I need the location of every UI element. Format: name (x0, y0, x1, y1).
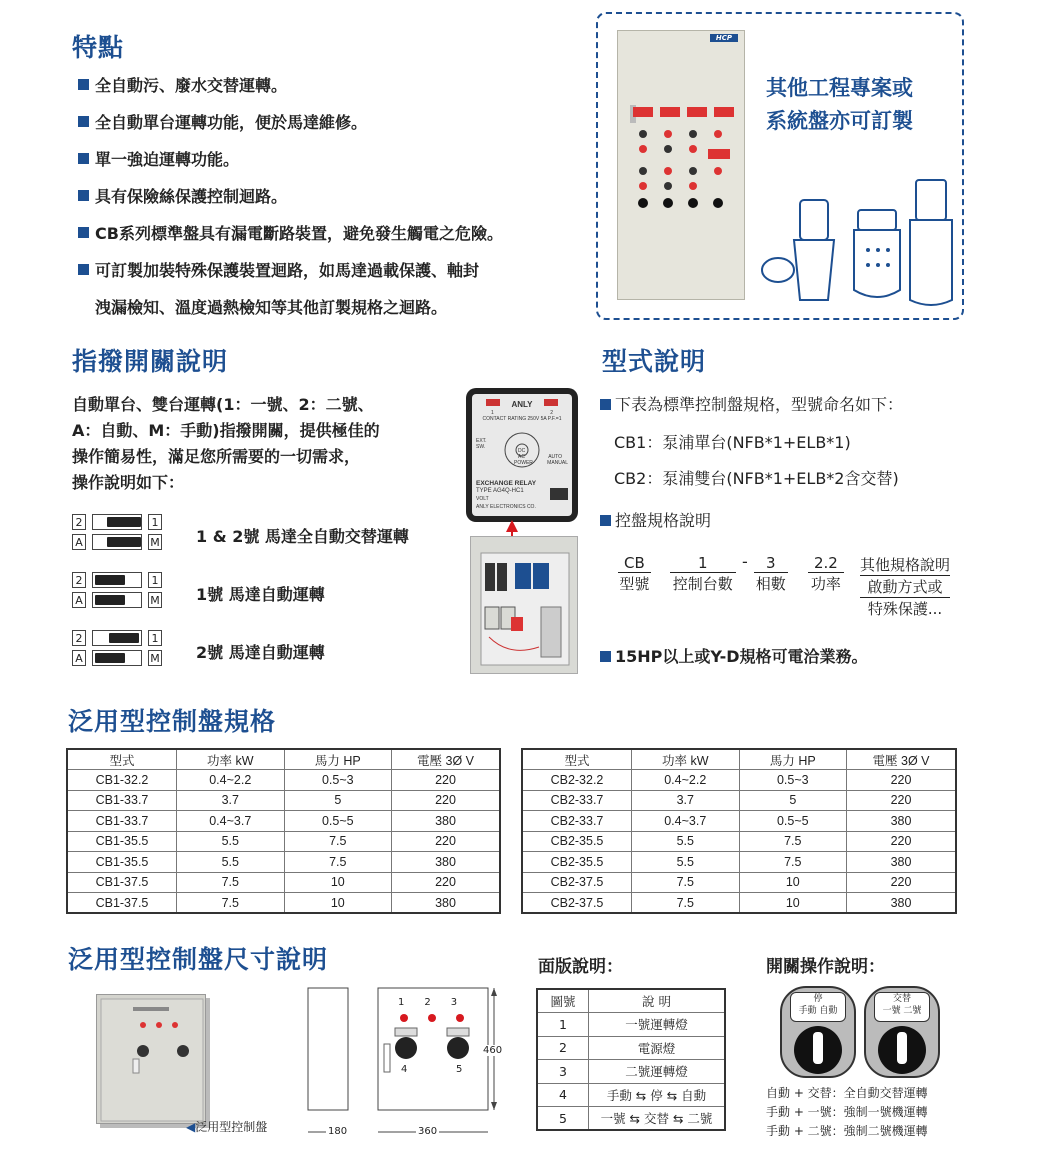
table-cell: 0.4~2.2 (631, 770, 739, 791)
col-header: 電壓 3Ø V (847, 749, 956, 770)
table-cell: 0.4~2.2 (176, 770, 284, 791)
col-header: 功率 kW (631, 749, 739, 770)
table-cell: 220 (392, 831, 500, 852)
table-row (522, 852, 956, 873)
table-cell: 220 (392, 790, 500, 811)
feature-item: 可訂製加裝特殊保護裝置迴路，如馬達過載保護、軸封 (78, 263, 598, 300)
table-cell: 5.5 (631, 831, 739, 852)
col-header: 型式 (522, 749, 631, 770)
table-cell: CB2-37.5 (522, 893, 631, 914)
table-row (522, 790, 956, 811)
feature-item-continuation: 洩漏檢知、溫度過熱檢知等其他訂製規格之迴路。 (95, 298, 448, 317)
naming-col-type: CB 型號 (619, 554, 650, 593)
callout-text: 其他工程專案或 系統盤亦可訂製 (766, 76, 913, 133)
cabinet-panel-icon (618, 31, 746, 301)
dip-row-3-text: 2號 馬達自動運轉 (196, 643, 325, 662)
width-dimension-180: 180 (328, 1126, 348, 1137)
dip-row-1-text: 1 & 2號 馬達全自動交替運轉 (196, 527, 409, 546)
table-cell: CB1-33.7 (67, 790, 176, 811)
switchop-title: 開關操作說明： (766, 957, 885, 977)
table-row (537, 1060, 725, 1084)
exchange-relay-image: ANLY 1 2 CONTACT RATING 250V 5A P.F.=1 EXT. SW. DC AC POWER AUTO MANUAL EXCHANGE RELAY TYPE AG4Q-HC1 VOLT ANLY ELECTRONICS CO. (466, 388, 578, 522)
dip-row-2-text: 1號 馬達自動運轉 (196, 585, 325, 604)
table-row (522, 770, 956, 791)
wiring-icon (471, 537, 579, 675)
table-cell: 5 (739, 790, 847, 811)
table-row (537, 1083, 725, 1107)
table-cell: 380 (847, 893, 956, 914)
table-cell: CB1-37.5 (67, 872, 176, 893)
naming-col-other: 其他規格說明 啟動方式或 特殊保護... (860, 556, 951, 618)
table-cell: 手動 ⇆ 停 ⇆ 自動 (589, 1083, 725, 1107)
table-cell: CB1-32.2 (67, 770, 176, 791)
table-cell: CB1-33.7 (67, 811, 176, 832)
table-cell: 7.5 (739, 852, 847, 873)
naming-col-power: 2.2 功率 (808, 554, 844, 594)
table-cell: 0.4~3.7 (631, 811, 739, 832)
naming-col-count: 1 控制台數 (670, 554, 736, 594)
cabinet-interior-image (470, 536, 578, 674)
table-cell: 7.5 (284, 831, 392, 852)
table-cell: CB1-35.5 (67, 831, 176, 852)
table-cell: 7.5 (631, 893, 739, 914)
naming-dash: - (742, 552, 748, 571)
table-cell: 2 (537, 1036, 589, 1060)
table-cell: 220 (392, 872, 500, 893)
height-dimension: 460 (483, 1045, 503, 1056)
table-cell: 0.5~3 (284, 770, 392, 791)
table-cell: CB2-33.7 (522, 790, 631, 811)
spec-table-cb2 (521, 748, 957, 914)
table-row (522, 872, 956, 893)
feature-item: 單一強迫運轉功能。 (78, 152, 598, 189)
table-cell: CB1-35.5 (67, 852, 176, 873)
cabinet-brand: HCP (710, 34, 738, 42)
table-row (67, 811, 500, 832)
table-cell: 5.5 (631, 852, 739, 873)
table-cell: 380 (847, 852, 956, 873)
table-cell: 7.5 (176, 872, 284, 893)
feature-item: 全自動污、廢水交替運轉。 (78, 78, 598, 115)
table-cell: 一號運轉燈 (589, 1013, 725, 1037)
feature-item: 具有保險絲保護控制迴路。 (78, 189, 598, 226)
table-row (67, 831, 500, 852)
table-row (522, 893, 956, 914)
table-cell: 7.5 (739, 831, 847, 852)
col-header: 圖號 (537, 989, 589, 1013)
table-row (537, 1036, 725, 1060)
table-row (522, 831, 956, 852)
table-cell: 7.5 (284, 852, 392, 873)
width-dimension-360: 360 (418, 1126, 438, 1137)
table-cell: 380 (392, 852, 500, 873)
dip-row-2: 2 1 A M (72, 572, 162, 608)
panel-table (536, 988, 726, 1131)
model-note: 15HP以上或Y-D規格可電洽業務。 (600, 644, 868, 667)
model-spec-heading: 控盤規格說明 (600, 508, 711, 531)
table-cell: 220 (847, 872, 956, 893)
col-header: 馬力 HP (284, 749, 392, 770)
col-header: 說 明 (589, 989, 725, 1013)
spec-table-cb1 (66, 748, 501, 914)
table-cell: 4 (537, 1083, 589, 1107)
feature-item: CB系列標準盤具有漏電斷路裝置，避免發生觸電之危險。 (78, 226, 598, 263)
model-cb1: CB1：泵浦單台(NFB*1+ELB*1) (614, 433, 851, 452)
dip-title: 指撥開關說明 (72, 347, 229, 376)
table-cell: CB2-35.5 (522, 831, 631, 852)
pump-illustrations-icon (758, 170, 958, 318)
table-cell: 10 (284, 872, 392, 893)
features-list (78, 78, 598, 316)
table-cell: 3.7 (176, 790, 284, 811)
table-cell: 5.5 (176, 831, 284, 852)
table-cell: 380 (392, 893, 500, 914)
table-cell: 5 (537, 1107, 589, 1131)
table-cell: CB2-32.2 (522, 770, 631, 791)
standard-cabinet-image (96, 994, 206, 1124)
table-cell: 1 (537, 1013, 589, 1037)
table-cell: 0.4~3.7 (176, 811, 284, 832)
selector-knob-2: 交替 一號 二號 (864, 986, 940, 1078)
table-cell: CB2-37.5 (522, 872, 631, 893)
table-row (67, 770, 500, 791)
table-row (67, 790, 500, 811)
table-cell: 3.7 (631, 790, 739, 811)
lamp-numbers: 1 2 3 (398, 997, 458, 1008)
table-cell: 二號運轉燈 (589, 1060, 725, 1084)
dip-row-1: 2 1 A M (72, 514, 162, 550)
control-cabinet-image (617, 30, 745, 300)
table-cell: 一號 ⇆ 交替 ⇆ 二號 (589, 1107, 725, 1131)
table-cell: 220 (392, 770, 500, 791)
table-cell: 3 (537, 1060, 589, 1084)
model-intro: 下表為標準控制盤規格，型號命名如下： (600, 392, 903, 415)
spec-title: 泛用型控制盤規格 (68, 707, 277, 736)
table-cell: 380 (392, 811, 500, 832)
features-title: 特點 (72, 33, 125, 62)
table-row (67, 893, 500, 914)
table-cell: 0.5~3 (739, 770, 847, 791)
cabinet-front-icon (97, 995, 207, 1125)
naming-col-phase: 3 相數 (755, 554, 786, 593)
table-cell: 7.5 (176, 893, 284, 914)
table-cell: 10 (739, 872, 847, 893)
model-naming-diagram (614, 554, 964, 624)
col-header: 馬力 HP (739, 749, 847, 770)
table-cell: 380 (847, 811, 956, 832)
table-cell: 10 (739, 893, 847, 914)
cabinet-caption: ◀泛用型控制盤 (186, 1120, 268, 1134)
switch-number-4: 4 (401, 1064, 408, 1075)
table-cell: 5.5 (176, 852, 284, 873)
table-cell: 220 (847, 790, 956, 811)
dip-description: 自動單台、雙台運轉(1：一號、2：二號、 A：自動、M：手動)指撥開關，提供極佳的 操作簡易性，滿足您所需要的一切需求， 操作說明如下： (72, 395, 380, 492)
table-row (67, 852, 500, 873)
table-cell: 220 (847, 770, 956, 791)
table-cell: 電源燈 (589, 1036, 725, 1060)
table-cell: 0.5~5 (739, 811, 847, 832)
table-cell: 10 (284, 893, 392, 914)
table-cell: CB2-35.5 (522, 852, 631, 873)
table-cell: CB2-33.7 (522, 811, 631, 832)
table-row (522, 811, 956, 832)
table-row (537, 1107, 725, 1131)
col-header: 功率 kW (176, 749, 284, 770)
model-cb2: CB2：泵浦雙台(NFB*1+ELB*2含交替) (614, 469, 899, 488)
col-header: 電壓 3Ø V (392, 749, 500, 770)
table-cell: 0.5~5 (284, 811, 392, 832)
table-cell: CB1-37.5 (67, 893, 176, 914)
table-cell: 5 (284, 790, 392, 811)
col-header: 型式 (67, 749, 176, 770)
panel-title: 面版說明： (538, 957, 623, 977)
table-row (537, 1013, 725, 1037)
switchop-lines: 自動 + 交替：全自動交替運轉 手動 + 一號：強制一號機運轉 手動 + 二號：強制二號機運轉 (766, 1086, 928, 1138)
switch-number-5: 5 (456, 1064, 463, 1075)
model-title: 型式說明 (602, 347, 707, 376)
table-cell: 7.5 (631, 872, 739, 893)
dims-title: 泛用型控制盤尺寸說明 (68, 945, 329, 974)
selector-knob-1: 停 手動 自動 (780, 986, 856, 1078)
table-cell: 220 (847, 831, 956, 852)
dip-row-3: 2 1 A M (72, 630, 162, 666)
table-row (67, 872, 500, 893)
feature-item: 全自動單台運轉功能，便於馬達維修。 (78, 115, 598, 152)
